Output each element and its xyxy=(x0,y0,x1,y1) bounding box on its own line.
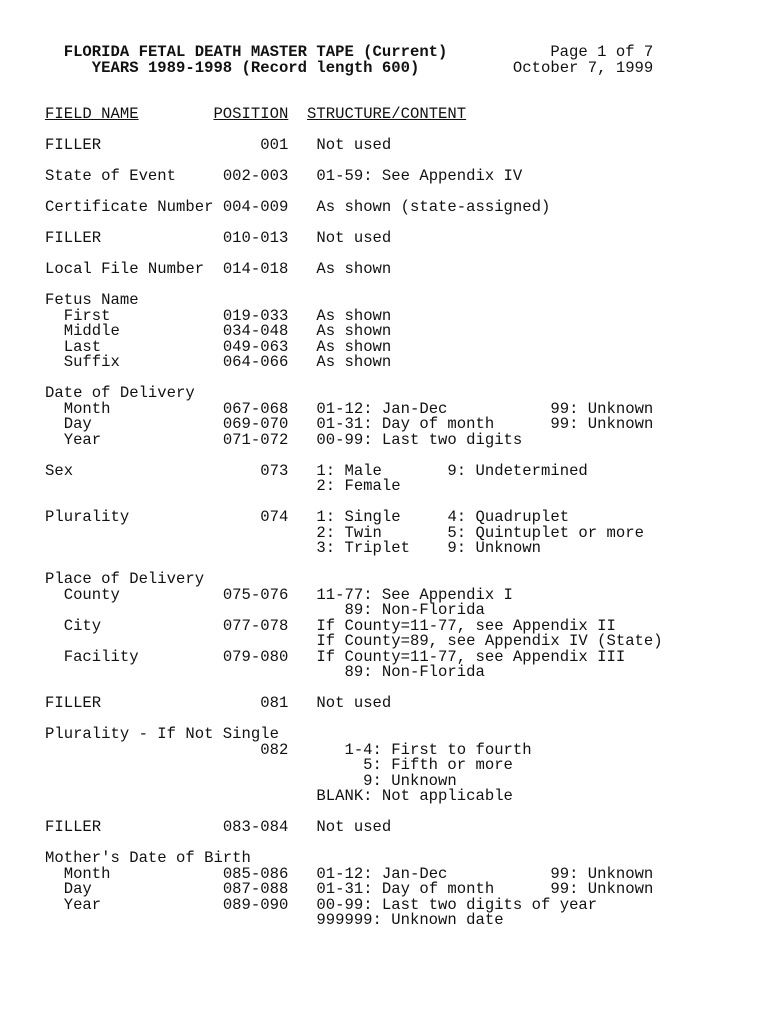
field-structure: As shown xyxy=(316,306,392,325)
field-structure: As shown xyxy=(316,337,392,356)
field-structure: Not used xyxy=(316,694,392,712)
field-structure: As shown xyxy=(316,322,392,340)
table-row xyxy=(45,136,391,154)
field-structure-alt: 4: Quadruplet xyxy=(447,508,570,526)
field-structure-alt: 9: Unknown xyxy=(447,539,541,557)
field-position: 083-084 xyxy=(222,818,289,836)
table-row xyxy=(45,198,550,216)
field-position: 010-013 xyxy=(222,229,289,247)
field-name: Facility xyxy=(45,647,139,666)
field-name: County xyxy=(45,585,120,604)
field-position: 019-033 xyxy=(222,306,289,325)
header-gap-2 xyxy=(419,59,513,77)
field-name: Fetus Name xyxy=(45,291,139,309)
field-structure: 2: Twin xyxy=(316,523,382,542)
field-structure-alt: 99: Unknown xyxy=(550,864,654,883)
field-name: State of Event xyxy=(45,167,177,185)
field-name: Mother's Date of Birth xyxy=(45,849,251,867)
document-header xyxy=(45,45,745,123)
column-header-field-name: FIELD NAME xyxy=(45,105,139,123)
field-structure: As shown xyxy=(316,353,392,371)
field-name: FILLER xyxy=(45,229,102,247)
field-position: 082 xyxy=(260,740,289,759)
field-structure: 01-12: Jan-Dec xyxy=(316,399,448,418)
field-structure-alt: 99: Unknown xyxy=(550,399,654,418)
field-name: FILLER xyxy=(45,818,102,836)
field-structure: 01-59: See Appendix IV xyxy=(316,167,523,185)
table-row xyxy=(45,229,391,247)
field-position: 081 xyxy=(260,694,289,712)
table-row xyxy=(45,477,401,495)
field-name: Sex xyxy=(45,461,74,480)
field-position: 014-018 xyxy=(222,260,289,278)
field-structure: Not used xyxy=(316,229,392,247)
field-position: 069-070 xyxy=(222,415,289,433)
field-name: FILLER xyxy=(45,136,102,154)
field-name: Day xyxy=(45,880,92,898)
field-structure: As shown (state-assigned) xyxy=(316,198,551,216)
field-structure: 3: Triplet xyxy=(316,539,410,557)
field-name: Local File Number xyxy=(45,260,205,278)
field-structure: 1: Single xyxy=(316,508,401,526)
field-structure: As shown xyxy=(316,260,392,278)
field-name: Certificate Number xyxy=(45,198,214,216)
field-structure-alt: 9: Undetermined xyxy=(447,461,588,480)
field-position: 087-088 xyxy=(222,880,289,898)
field-name: First xyxy=(45,306,111,325)
column-header-position: POSITION xyxy=(213,105,289,123)
field-name: Middle xyxy=(45,322,120,340)
field-name: City xyxy=(45,616,102,635)
title-line-1: FLORIDA FETAL DEATH MASTER TAPE (Current) xyxy=(63,43,448,61)
field-structure: 1: Male xyxy=(316,461,382,480)
field-position: 002-003 xyxy=(222,167,289,185)
table-row xyxy=(45,787,513,805)
table-row xyxy=(45,539,541,557)
field-name: Month xyxy=(45,864,111,883)
field-structure: Not used xyxy=(316,136,392,154)
field-structure: 89: Non-Florida xyxy=(316,601,485,619)
title-line-2: YEARS 1989-1998 (Record length 600) xyxy=(91,58,420,77)
table-row xyxy=(45,431,522,449)
field-structure-alt: 5: Quintuplet or more xyxy=(447,523,644,542)
table-row xyxy=(45,260,391,278)
field-structure: Not used xyxy=(316,818,392,836)
field-position: 034-048 xyxy=(222,322,289,340)
field-position: 004-009 xyxy=(222,198,289,216)
field-position: 085-086 xyxy=(222,864,289,883)
column-header-structure: STRUCTURE/CONTENT xyxy=(307,105,467,123)
field-name: FILLER xyxy=(45,694,102,712)
field-structure: 2: Female xyxy=(316,477,401,495)
field-structure: 5: Fifth or more xyxy=(316,756,513,774)
field-position: 001 xyxy=(260,136,289,154)
field-position: 079-080 xyxy=(222,647,289,666)
field-structure: If County=89, see Appendix IV (State) xyxy=(316,632,663,650)
field-position: 077-078 xyxy=(222,616,289,635)
field-structure: 999999: Unknown date xyxy=(316,911,504,929)
document-date: October 7, 1999 xyxy=(512,58,654,77)
document-page xyxy=(45,45,745,929)
field-name: Month xyxy=(45,399,111,418)
table-row xyxy=(45,694,391,712)
field-structure: 01-31: Day of month xyxy=(316,415,495,433)
page-number: Page 1 of 7 xyxy=(550,43,654,61)
field-structure: 01-12: Jan-Dec xyxy=(316,864,448,883)
field-position: 074 xyxy=(260,508,289,526)
field-structure: BLANK: Not applicable xyxy=(316,787,513,805)
field-position: 064-066 xyxy=(222,353,289,371)
field-name: Date of Delivery xyxy=(45,384,195,402)
table-row xyxy=(45,911,504,929)
field-structure: 00-99: Last two digits of year xyxy=(316,895,598,914)
field-name: Day xyxy=(45,415,92,433)
field-structure-alt: 99: Unknown xyxy=(550,415,654,433)
field-position: 067-068 xyxy=(222,399,289,418)
field-structure: 00-99: Last two digits xyxy=(316,430,523,449)
field-name: Year xyxy=(45,895,102,914)
field-name: Suffix xyxy=(45,353,120,371)
field-position: 089-090 xyxy=(222,895,289,914)
table-row xyxy=(45,663,485,681)
field-structure: 9: Unknown xyxy=(316,771,457,790)
field-position: 049-063 xyxy=(222,337,289,356)
field-structure: If County=11-77, see Appendix II xyxy=(316,616,616,635)
field-structure-alt: 99: Unknown xyxy=(550,880,654,898)
field-name: Plurality - If Not Single xyxy=(45,725,279,743)
table-row xyxy=(45,167,522,185)
table-row xyxy=(45,818,391,836)
table-row xyxy=(45,353,391,371)
field-name: Plurality xyxy=(45,508,130,526)
field-structure: 01-31: Day of month xyxy=(316,880,495,898)
field-position: 071-072 xyxy=(222,430,289,449)
field-name: Last xyxy=(45,337,102,356)
field-structure: 11-77: See Appendix I xyxy=(316,585,513,604)
field-position: 073 xyxy=(260,461,289,480)
field-name: Year xyxy=(45,430,102,449)
field-name: Place of Delivery xyxy=(45,570,205,588)
record-layout-table xyxy=(45,123,745,929)
field-position: 075-076 xyxy=(222,585,289,604)
field-structure: 1-4: First to fourth xyxy=(316,740,532,759)
field-structure: If County=11-77, see Appendix III xyxy=(316,647,626,666)
field-structure: 89: Non-Florida xyxy=(316,663,485,681)
